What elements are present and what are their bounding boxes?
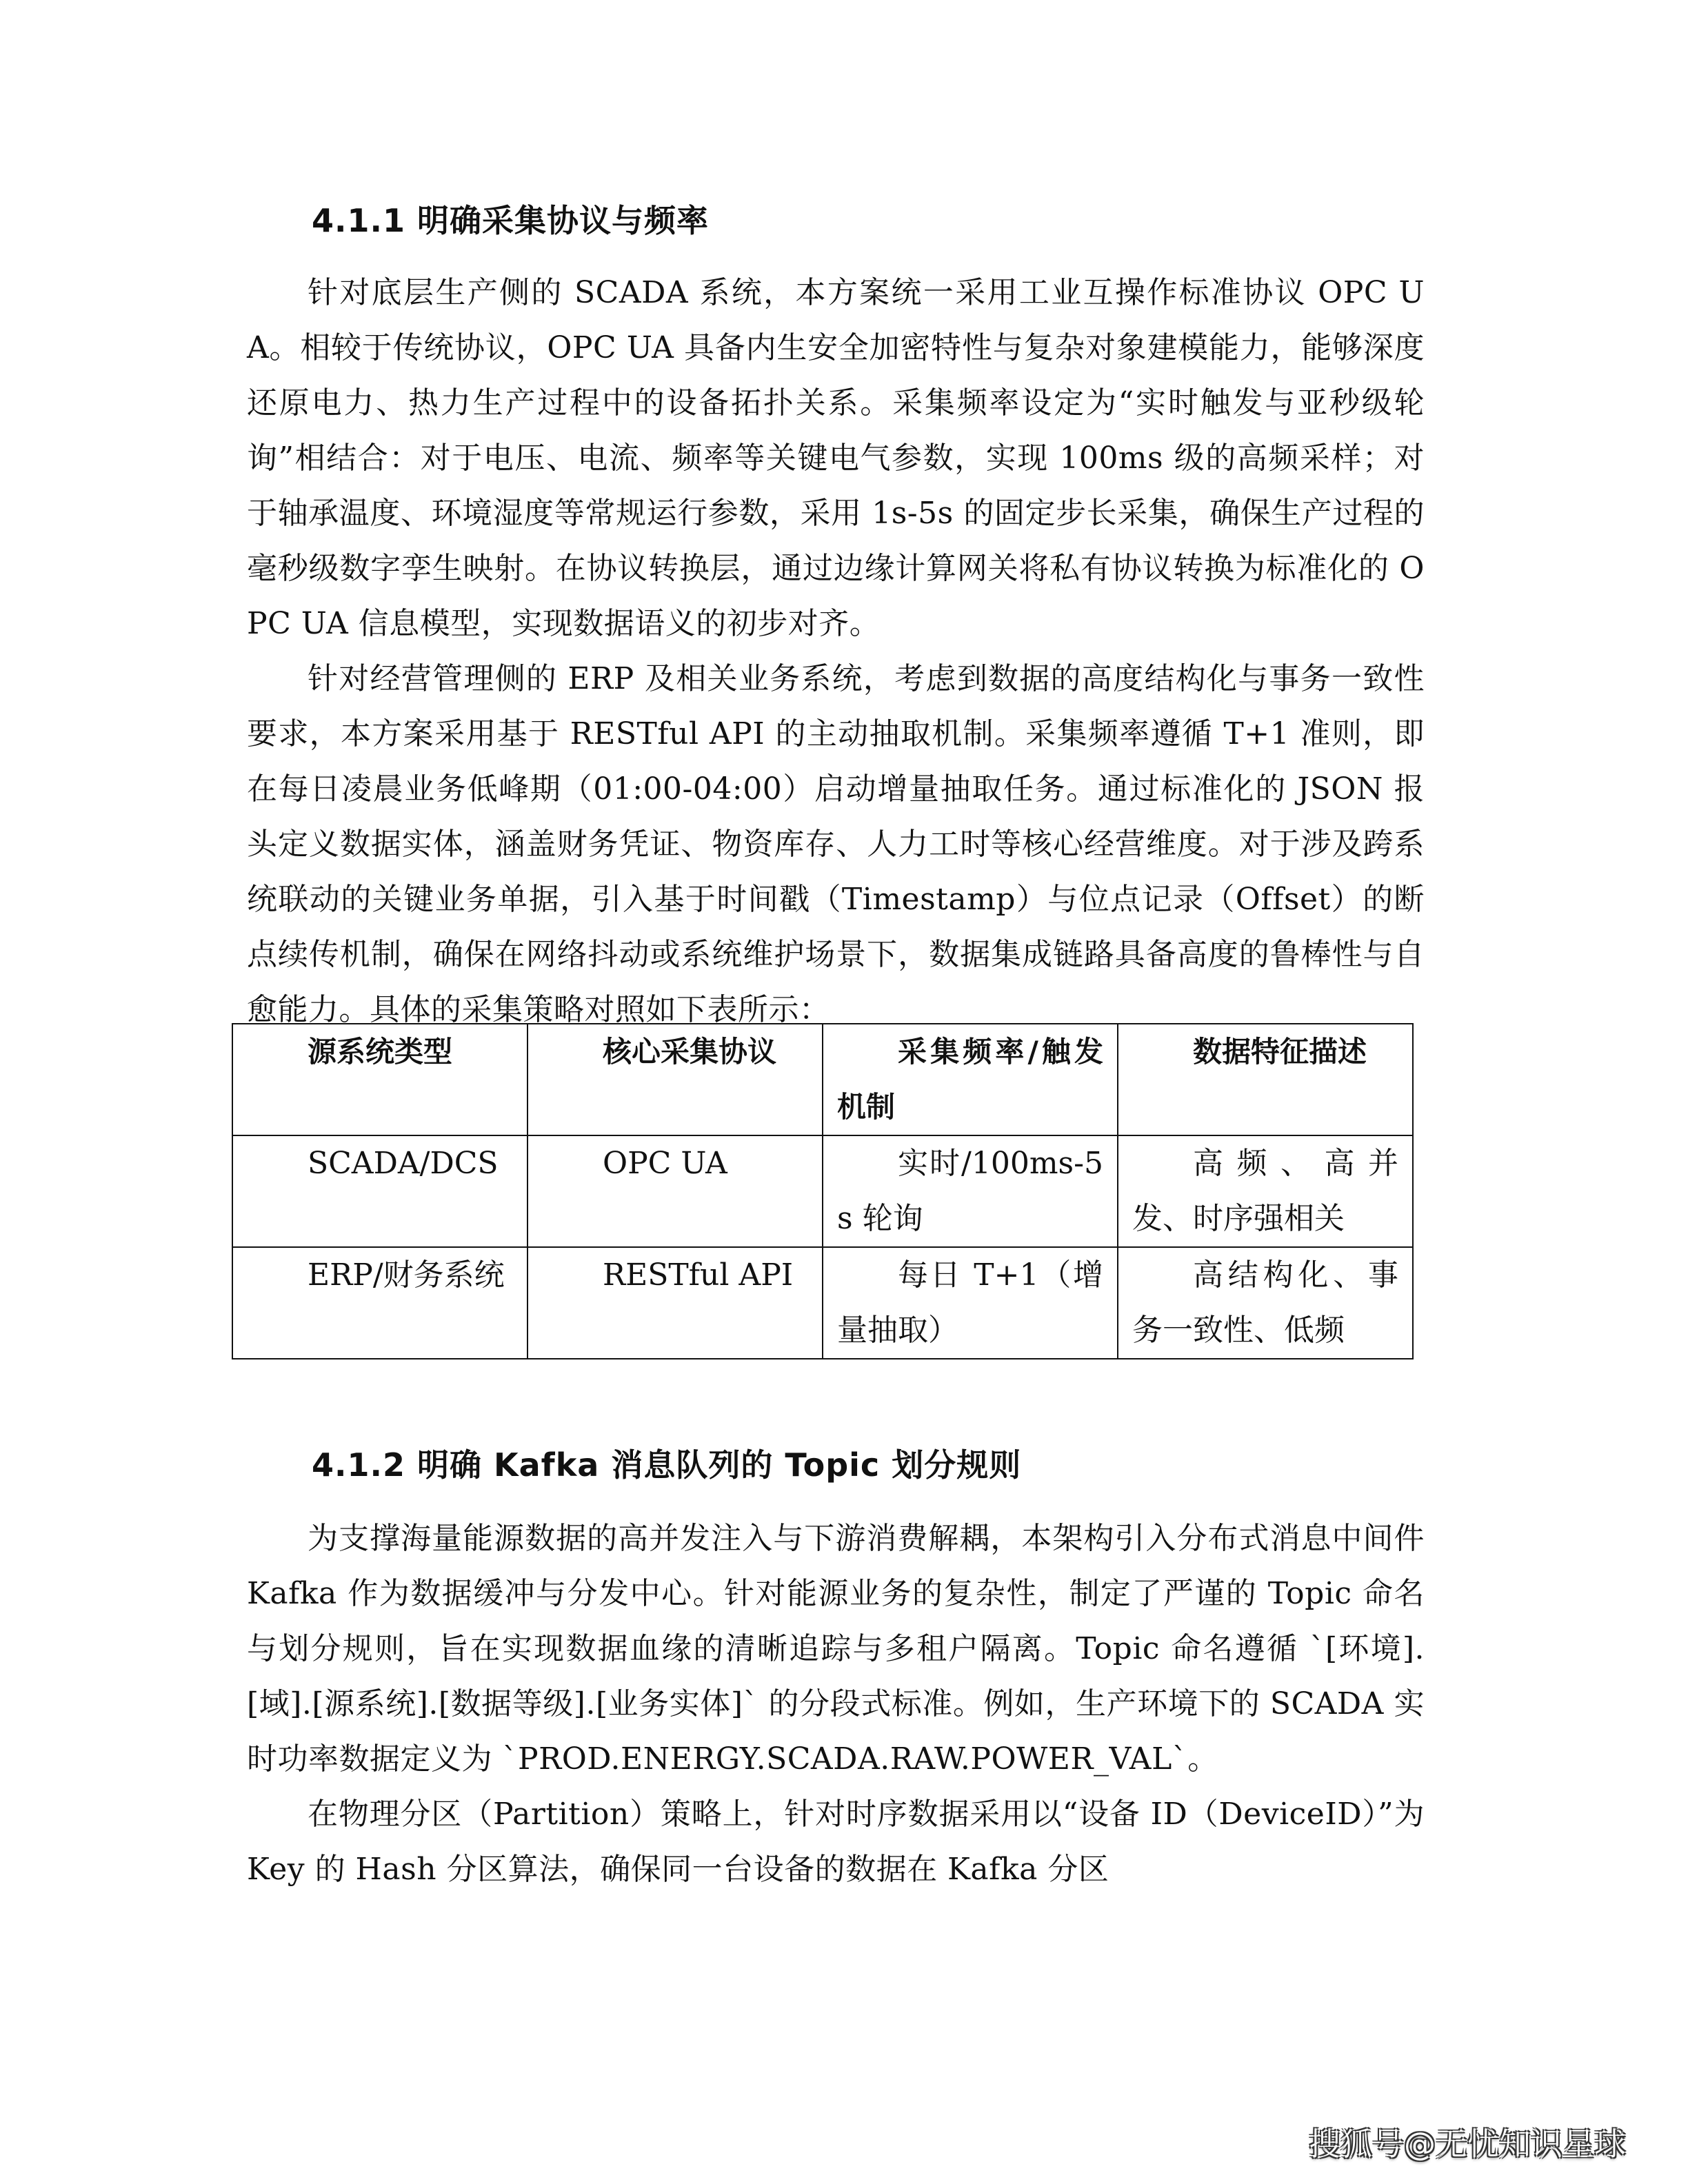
table-cell: SCADA/DCS (232, 1135, 528, 1247)
table-cell: 高结构化、事务一致性、低频 (1118, 1247, 1413, 1359)
collection-strategy-table (232, 1023, 1414, 1359)
section-heading-4-1-2: 4.1.2 明确 Kafka 消息队列的 Topic 划分规则 (312, 1446, 1022, 1484)
table-cell: 每日 T+1（增量抽取） (823, 1247, 1118, 1359)
watermark: 搜狐号@无忧知识星球 (1309, 2125, 1626, 2163)
table-row (232, 1247, 1413, 1359)
section-heading-4-1-1: 4.1.1 明确采集协议与频率 (312, 202, 709, 239)
table-header-cell: 核心采集协议 (528, 1024, 823, 1135)
table-cell: OPC UA (528, 1135, 823, 1247)
table-header-cell: 数据特征描述 (1118, 1024, 1413, 1135)
table-row (232, 1135, 1413, 1247)
paragraph-kafka-topic-rules: 为支撑海量能源数据的高并发注入与下游消费解耦，本架构引入分布式消息中间件 Kafka 作为数据缓冲与分发中心。针对能源业务的复杂性，制定了严谨的 Topic 命名与划分规则，旨在实现数据血缘的清晰追踪与多租户隔离。Topic 命名遵循 `[环境].[域].[源系统].[数据等级].[业务实体]` 的分段式标准。例如，生产环境下的 SCADA 实时功率数据定义为 `PROD.ENERGY.SCADA.RAW.POWER_VAL`。 (247, 1521, 1425, 1777)
table-header-row (232, 1024, 1413, 1135)
table-cell: ERP/财务系统 (232, 1247, 528, 1359)
table-header-cell: 源系统类型 (232, 1024, 528, 1135)
table-header-cell: 采集频率/触发机制 (823, 1024, 1118, 1135)
paragraph-erp-protocol: 针对经营管理侧的 ERP 及相关业务系统，考虑到数据的高度结构化与事务一致性要求，本方案采用基于 RESTful API 的主动抽取机制。采集频率遵循 T+1 准则，即在每日凌晨业务低峰期（01:00-04:00）启动增量抽取任务。通过标准化的 JSON 报头定义数据实体，涵盖财务凭证、物资库存、人力工时等核心经营维度。对于涉及跨系统联动的关键业务单据，引入基于时间戳（Timestamp）与位点记录（Offset）的断点续传机制，确保在网络抖动或系统维护场景下，数据集成链路具备高度的鲁棒性与自愈能力。具体的采集策略对照如下表所示： (247, 661, 1425, 1027)
paragraph-scada-protocol: 针对底层生产侧的 SCADA 系统，本方案统一采用工业互操作标准协议 OPC UA。相较于传统协议，OPC UA 具备内生安全加密特性与复杂对象建模能力，能够深度还原电力、热力生产过程中的设备拓扑关系。采集频率设定为“实时触发与亚秒级轮询”相结合：对于电压、电流、频率等关键电气参数，实现 100ms 级的高频采样；对于轴承温度、环境湿度等常规运行参数，采用 1s-5s 的固定步长采集，确保生产过程的毫秒级数字孪生映射。在协议转换层，通过边缘计算网关将私有协议转换为标准化的 OPC UA 信息模型，实现数据语义的初步对齐。 (247, 275, 1425, 641)
table-cell: RESTful API (528, 1247, 823, 1359)
paragraph-kafka-partition: 在物理分区（Partition）策略上，针对时序数据采用以“设备 ID（DeviceID）”为 Key 的 Hash 分区算法，确保同一台设备的数据在 Kafka 分区 (247, 1797, 1425, 1887)
table-cell: 高频、高并发、时序强相关 (1118, 1135, 1413, 1247)
table-cell: 实时/100ms-5s 轮询 (823, 1135, 1118, 1247)
